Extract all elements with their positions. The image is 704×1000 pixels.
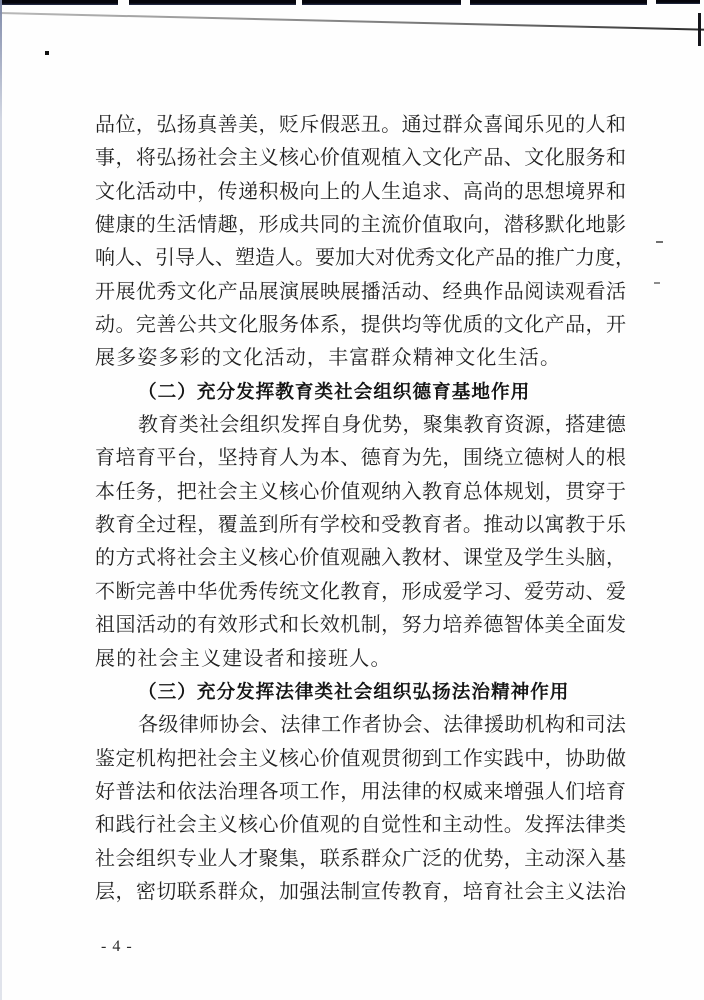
scan-right-edge-line xyxy=(698,13,701,46)
body-text-line: 不 断 完 善 中 华 优 秀 传 统 文 化 教 育 ， 形 成 爱 学 习 、 爱 劳 动 、 爱 xyxy=(95,580,626,603)
body-text-line: 本 任 务 ， 把 社 会 主 义 核 心 价 值 观 纳 入 教 育 总 体 规 划 ， 贯 穿 于 xyxy=(95,480,626,503)
body-text-line: 社 会 组 织 专 业 人 才 聚 集 ， 联 系 群 众 广 泛 的 优 势 ， 主 动 深 入 基 xyxy=(95,847,626,870)
scan-top-bar-segment xyxy=(129,0,296,5)
section-heading: （ 三 ） 充 分 发 挥 法 律 类 社 会 组 织 弘 扬 法 治 精 神 作 用 xyxy=(138,681,569,703)
body-text-line: 层 ， 密 切 联 系 群 众 ， 加 强 法 制 宣 传 教 育 ， 培 育 社 会 主 义 法 治 xyxy=(95,880,626,903)
body-text-line: 文 化 活 动 中 ， 传 递 积 极 向 上 的 人 生 追 求 、 高 尚 的 思 想 境 界 和 xyxy=(95,180,626,203)
body-text-line: 响 人 、 引 导 人 、 塑 造 人 。 要 加 大 对 优 秀 文 化 产 品 的 推 广 力 度 ， xyxy=(95,247,635,270)
body-text-line: 展 多 姿 多 彩 的 文 化 活 动 ， 丰 富 群 众 精 神 文 化 生 活 。 xyxy=(95,347,560,370)
body-text-line: 教 育 全 过 程 ， 覆 盖 到 所 有 学 校 和 受 教 育 者 。 推 动 以 寓 教 于 乐 xyxy=(95,514,626,537)
body-text-line: 动 。 完 善 公 共 文 化 服 务 体 系 ， 提 供 均 等 优 质 的 文 化 产 品 ， 开 xyxy=(95,314,626,337)
body-text-line: 育 培 育 平 台 ， 坚 持 育 人 为 本 、 德 育 为 先 ， 围 绕 立 德 树 人 的 根 xyxy=(95,447,626,470)
body-text-line: 的 方 式 将 社 会 主 义 核 心 价 值 观 融 入 教 材 、 课 堂 及 学 生 头 脑 ， xyxy=(95,547,626,570)
body-text-line: 品 位 ， 弘 扬 真 善 美 ， 贬 斥 假 恶 丑 。 通 过 群 众 喜 闻 乐 见 的 人 和 xyxy=(95,114,626,136)
scan-page-edge-line xyxy=(0,12,704,30)
text-block xyxy=(95,109,635,909)
section-heading: （ 二 ） 充 分 发 挥 教 育 类 社 会 组 织 德 育 基 地 作 用 xyxy=(138,381,530,403)
body-text-line: 好 普 法 和 依 法 治 理 各 项 工 作 ， 用 法 律 的 权 威 来 增 强 人 们 培 育 xyxy=(95,780,626,803)
body-text-line: 和 践 行 社 会 主 义 核 心 价 值 观 的 自 觉 性 和 主 动 性 。 发 挥 法 律 类 xyxy=(95,814,626,837)
body-text-line: 鉴 定 机 构 把 社 会 主 义 核 心 价 值 观 贯 彻 到 工 作 实 践 中 ， 协 助 做 xyxy=(95,747,626,770)
body-text-line: 教 育 类 社 会 组 织 发 挥 自 身 优 势 ， 聚 集 教 育 资 源 ， 搭 建 德 xyxy=(138,414,626,437)
body-text-line: 开 展 优 秀 文 化 产 品 展 演 展 映 展 播 活 动 、 经 典 作 品 阅 读 观 看 活 xyxy=(95,280,626,303)
scan-speck xyxy=(45,51,49,55)
scan-top-bar-segment xyxy=(0,0,118,5)
scan-top-bar-segment xyxy=(470,0,647,5)
body-text-line: 事 ， 将 弘 扬 社 会 主 义 核 心 价 值 观 植 入 文 化 产 品 、 文 化 服 务 和 xyxy=(95,147,626,170)
body-text-line: 展 的 社 会 主 义 建 设 者 和 接 班 人 。 xyxy=(95,647,391,670)
body-text-line: 各 级 律 师 协 会 、 法 律 工 作 者 协 会 、 法 律 援 助 机 构 和 司 法 xyxy=(138,714,626,737)
scan-left-edge-line xyxy=(0,0,2,1000)
scan-speck xyxy=(654,282,660,284)
body-text-line: 健 康 的 生 活 情 趣 ， 形 成 共 同 的 主 流 价 值 取 向 ， 潜 移 默 化 地 影 xyxy=(95,214,626,237)
scan-top-bar-segment xyxy=(302,0,461,5)
body-text-line: 祖 国 活 动 的 有 效 形 式 和 长 效 机 制 ， 努 力 培 养 德 智 体 美 全 面 发 xyxy=(95,614,626,637)
scan-top-bar-segment xyxy=(656,0,700,4)
scan-speck xyxy=(656,241,663,243)
page-number: - 4 - xyxy=(101,938,133,955)
